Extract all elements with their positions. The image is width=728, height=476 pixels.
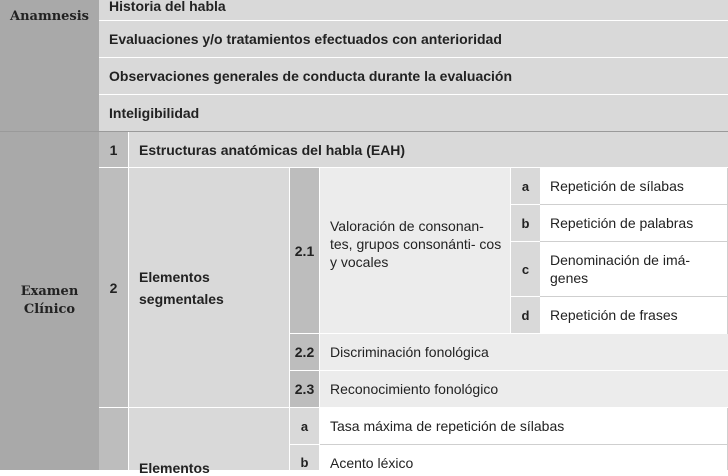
grid-line xyxy=(540,296,728,297)
option-row xyxy=(540,242,728,296)
item-3-row xyxy=(129,408,289,476)
grid-line xyxy=(320,444,728,445)
subitem-2-3-number: 2.3 xyxy=(294,381,315,397)
anamnesis-row-label: Observaciones generales de conducta durante la evaluación xyxy=(109,68,513,84)
subitem-number xyxy=(290,371,319,407)
anamnesis-row-label: Evaluaciones y/o tratamientos efectuados con anterioridad xyxy=(109,31,502,47)
section-anamnesis-label: Anamnesis xyxy=(9,9,89,24)
letter-b: b xyxy=(300,455,309,470)
option-row xyxy=(540,205,728,241)
anamnesis-row xyxy=(99,21,728,57)
option-label: Repetición de sílabas xyxy=(550,178,684,194)
option-label: Repetición de palabras xyxy=(550,215,694,231)
subitem-number xyxy=(290,168,319,333)
option-label: Acento léxico xyxy=(330,455,414,471)
item-2-label: Elementos segmentales xyxy=(139,268,224,307)
subitem-2-2-label: Discriminación fonológica xyxy=(330,344,489,360)
letter-d: d xyxy=(521,307,530,323)
option-row xyxy=(320,408,728,444)
letter-cell xyxy=(290,408,319,444)
subitem-2-1-number: 2.1 xyxy=(294,242,315,259)
subitem-2-3-label: Reconocimiento fonológico xyxy=(330,381,499,397)
letter-cell xyxy=(290,445,319,470)
anamnesis-row xyxy=(99,95,728,131)
subitem-2-1-row xyxy=(320,168,510,333)
option-row xyxy=(320,445,728,470)
option-row xyxy=(540,297,728,333)
section-anamnesis xyxy=(0,0,99,131)
subitem-2-1-label: Valoración de consonan- tes, grupos consonánti- cos y vocales xyxy=(330,217,502,270)
item-2-row xyxy=(129,168,289,407)
grid-line xyxy=(540,204,728,205)
letter-cell xyxy=(511,242,540,296)
grid-line xyxy=(540,241,728,242)
section-examen-label: Examen Clínico xyxy=(20,284,79,317)
anamnesis-row-label: Historia del habla xyxy=(109,0,226,14)
letter-a: a xyxy=(521,178,530,194)
item-1-row xyxy=(129,132,728,167)
option-label: Denominación de imá- genes xyxy=(550,252,691,286)
anamnesis-row xyxy=(99,0,728,20)
item-1-label: Estructuras anatómicas del habla (EAH) xyxy=(139,141,406,158)
letter-b: b xyxy=(521,215,530,231)
item-3-label: Elementos xyxy=(139,460,210,476)
item-number xyxy=(99,168,128,407)
letter-cell xyxy=(511,168,540,204)
item-number xyxy=(99,408,128,470)
letter-a: a xyxy=(300,418,309,434)
item-1-number: 1 xyxy=(109,141,118,158)
option-label: Repetición de frases xyxy=(550,307,678,323)
letter-cell xyxy=(511,297,540,333)
letter-c: c xyxy=(521,261,530,277)
item-2-number: 2 xyxy=(109,279,118,296)
subitem-2-3-row xyxy=(320,371,728,407)
anamnesis-row xyxy=(99,58,728,94)
section-examen-clinico xyxy=(0,132,99,470)
subitem-2-2-row xyxy=(320,334,728,370)
option-label: Tasa máxima de repetición de sílabas xyxy=(330,418,565,434)
subitem-number xyxy=(290,334,319,370)
anamnesis-row-label: Inteligibilidad xyxy=(109,105,200,121)
subitem-2-2-number: 2.2 xyxy=(294,344,315,360)
option-row xyxy=(540,168,728,204)
letter-cell xyxy=(511,205,540,241)
item-number xyxy=(99,132,128,167)
